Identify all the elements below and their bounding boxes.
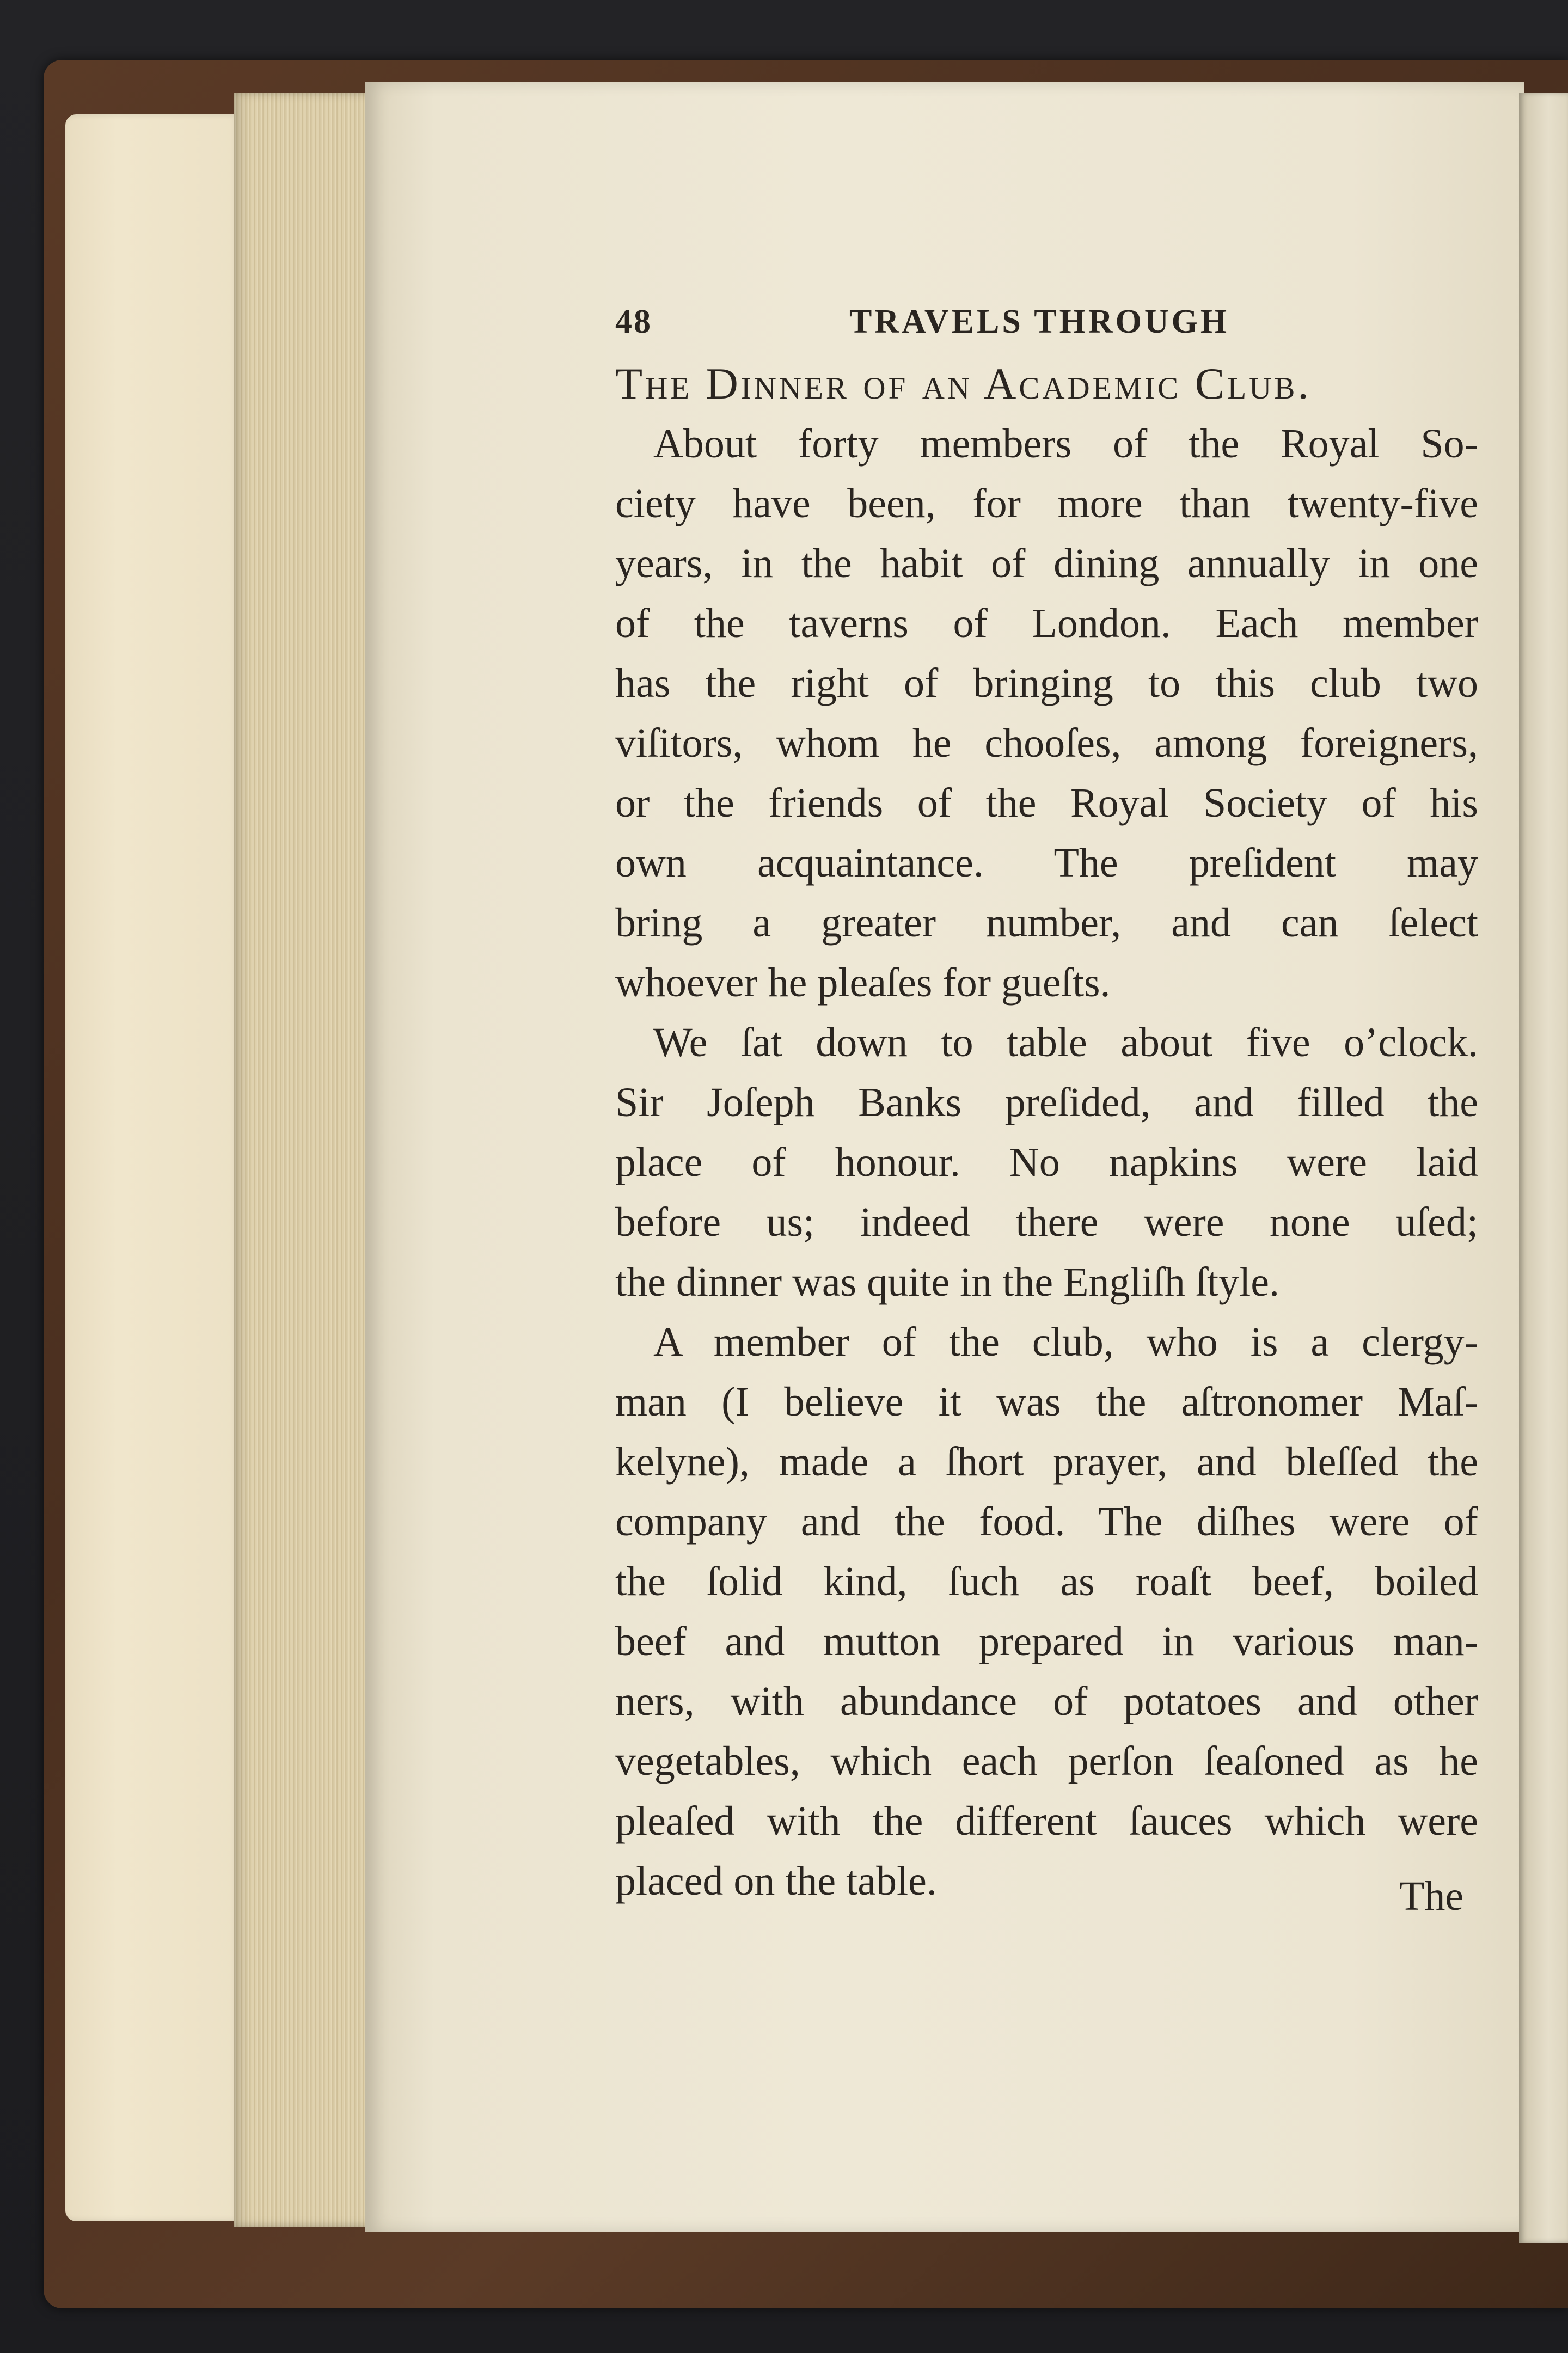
text-line: viſitors, whom he chooſes, among foreigners, bbox=[615, 720, 1478, 766]
text-line: ciety have been, for more than twenty-five bbox=[615, 481, 1478, 526]
text-line: Sir Joſeph Banks preſided, and filled the bbox=[615, 1080, 1478, 1125]
text-line: We ſat down to table about five o’clock. bbox=[653, 1020, 1478, 1065]
page-header bbox=[615, 294, 1478, 354]
text-line: or the friends of the Royal Society of his bbox=[615, 780, 1478, 826]
page-edges bbox=[234, 93, 376, 2227]
text-line: A member of the club, who is a clergy- bbox=[653, 1319, 1478, 1365]
text-line: About forty members of the Royal So- bbox=[653, 421, 1478, 467]
text-line: years, in the habit of dining annually in one bbox=[615, 541, 1478, 586]
text-line: placed on the table. bbox=[615, 1858, 937, 1904]
text-line: man (I believe it was the aſtronomer Maſ- bbox=[615, 1379, 1478, 1425]
section-title: The Dinner of an Academic Club. bbox=[615, 359, 1312, 408]
text-line: bring a greater number, and can ſelect bbox=[615, 900, 1478, 946]
text-line: own acquaintance. The preſident may bbox=[615, 840, 1478, 886]
running-head: TRAVELS THROUGH bbox=[849, 303, 1230, 340]
text-line: kelyne), made a ſhort prayer, and bleſſed the bbox=[615, 1439, 1478, 1485]
text-line: whoever he pleaſes for gueſts. bbox=[615, 960, 1111, 1006]
page-text-block bbox=[615, 294, 1478, 1911]
facing-page-edge bbox=[1519, 93, 1568, 2243]
text-line: beef and mutton prepared in various man- bbox=[615, 1619, 1478, 1664]
text-line: company and the food. The diſhes were of bbox=[615, 1499, 1478, 1545]
text-line: vegetables, which each perſon ſeaſoned as he bbox=[615, 1738, 1478, 1784]
catchword: The bbox=[1399, 1873, 1464, 1919]
text-line: of the taverns of London. Each member bbox=[615, 600, 1478, 646]
body-text bbox=[615, 414, 1478, 1911]
flyleaf bbox=[65, 114, 240, 2221]
text-line: the dinner was quite in the Engliſh ſtyle. bbox=[615, 1259, 1279, 1305]
text-line: has the right of bringing to this club two bbox=[615, 660, 1478, 706]
text-line: place of honour. No napkins were laid bbox=[615, 1139, 1478, 1185]
text-line: the ſolid kind, ſuch as roaſt beef, boiled bbox=[615, 1559, 1478, 1604]
page-number: 48 bbox=[615, 303, 652, 340]
text-line: ners, with abundance of potatoes and other bbox=[615, 1678, 1478, 1724]
text-line: pleaſed with the different ſauces which were bbox=[615, 1798, 1478, 1844]
text-line: before us; indeed there were none uſed; bbox=[615, 1199, 1478, 1245]
